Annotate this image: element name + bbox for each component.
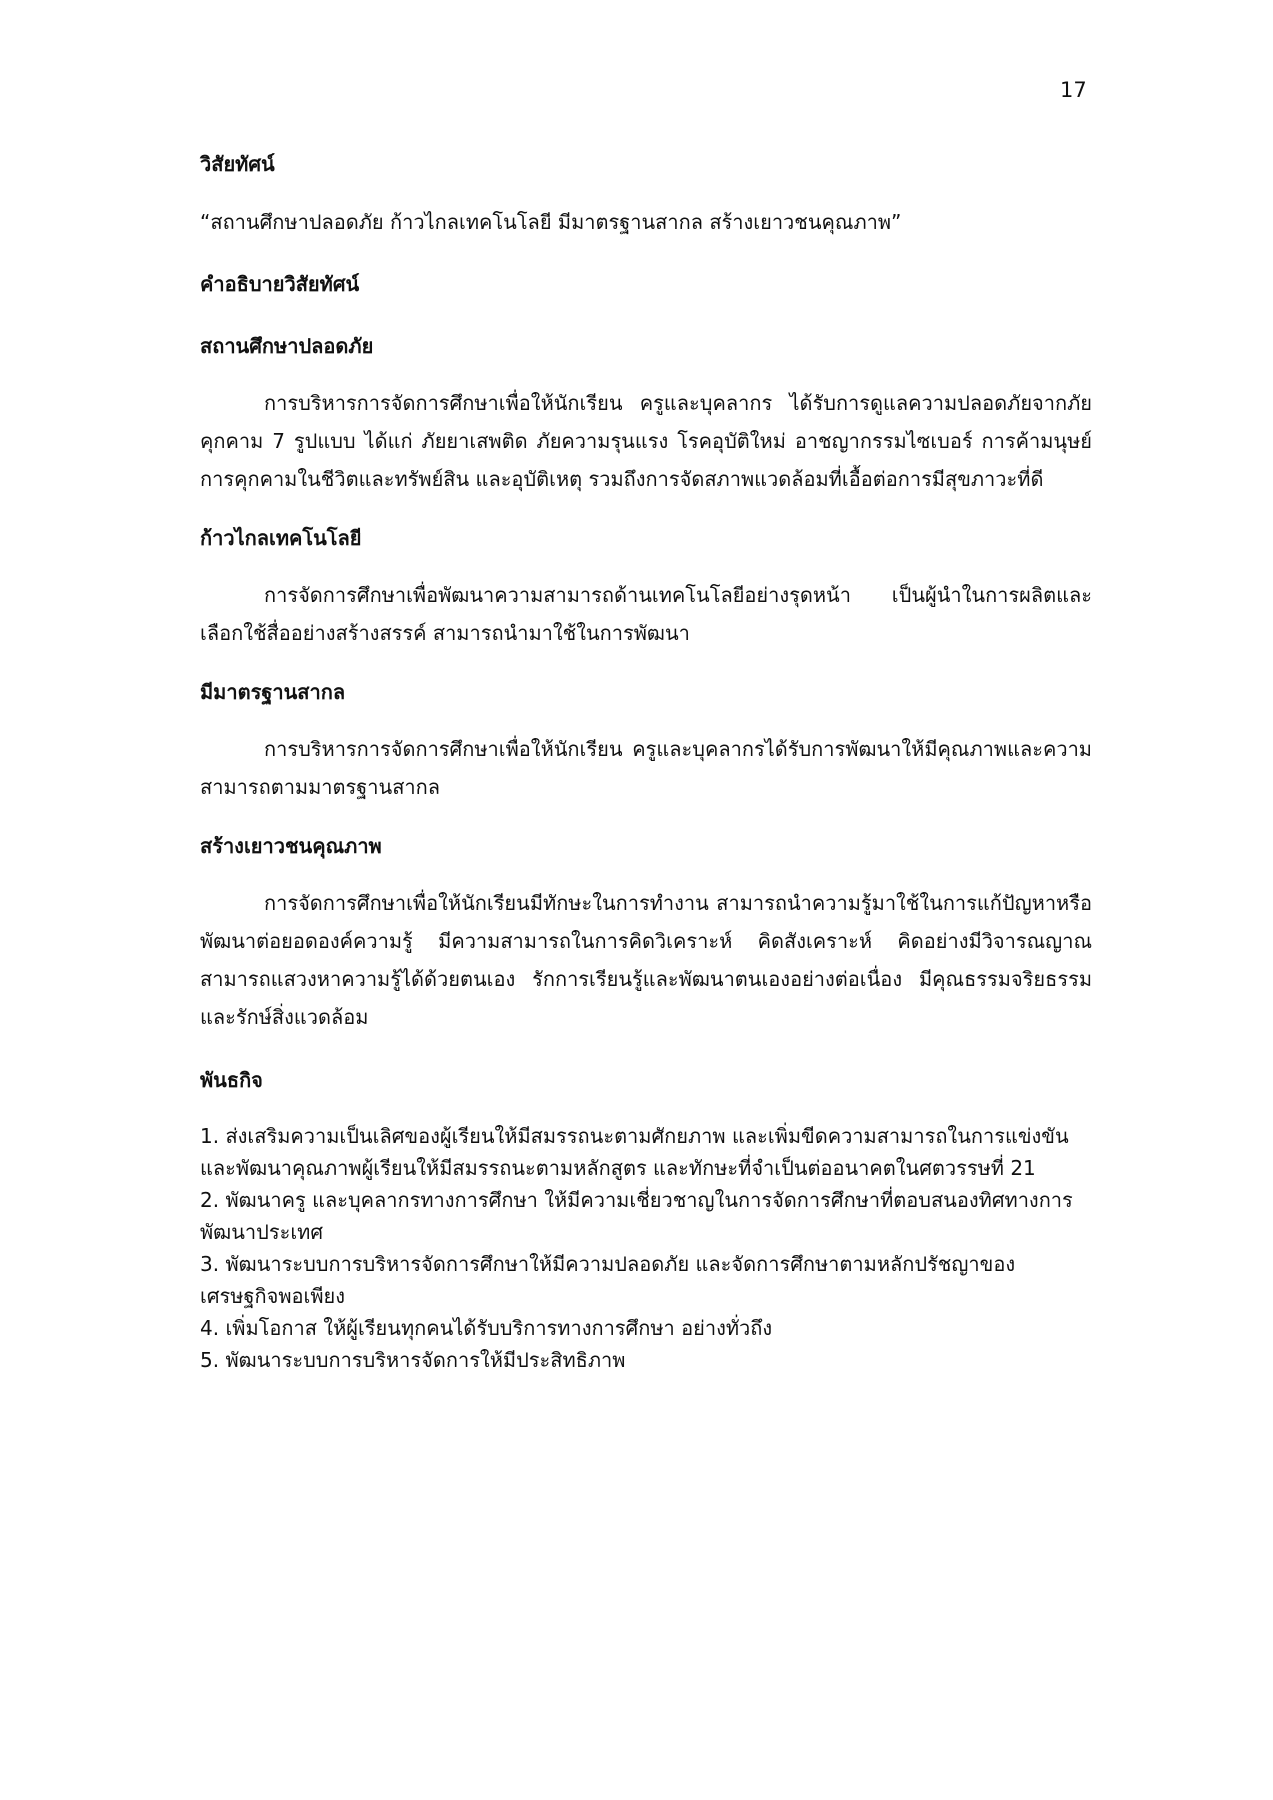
mission-list [200,1120,1092,1376]
mission-item: 1. ส่งเสริมความเป็นเลิศของผู้เรียนให้มีสมรรถนะตามศักยภาพ และเพิ่มขีดความสามารถในการแข่งขันและพัฒนาคุณภาพผู้เรียนให้มีสมรรถนะตามหลักสูตร และทักษะที่จำเป็นต่ออนาคตในศตวรรษที่ 21 [200,1124,1069,1180]
mission-heading: พันธกิจ [200,1068,263,1092]
mission-item: 2. พัฒนาครู และบุคลากรทางการศึกษา ให้มีความเชี่ยวชาญในการจัดการศึกษาที่ตอบสนองทิศทางการพัฒนาประเทศ [200,1188,1073,1244]
section-text-quality-youth: การจัดการศึกษาเพื่อให้นักเรียนมีทักษะในการทำงาน สามารถนำความรู้มาใช้ในการแก้ปัญหาหรือพัฒนาต่อยอดองค์ความรู้ มีความสามารถในการคิดวิเคราะห์ คิดสังเคราะห์ คิดอย่างมีวิจารณญาณ สามารถแสวงหาความรู้ได้ด้วยตนเอง รักการเรียนรู้และพัฒนาตนเองอย่างต่อเนื่อง มีคุณธรรมจริยธรรมและรักษ์สิ่งแวดล้อม [200,891,1092,1029]
mission-item: 5. พัฒนาระบบการบริหารจัดการให้มีประสิทธิภาพ [200,1348,626,1372]
section-heading-international-standard: มีมาตรฐานสากล [200,680,346,704]
section-heading-quality-youth: สร้างเยาวชนคุณภาพ [200,834,382,858]
mission-item: 4. เพิ่มโอกาส ให้ผู้เรียนทุกคนได้รับบริการทางการศึกษา อย่างทั่วถึง [200,1316,773,1340]
mission-item: 3. พัฒนาระบบการบริหารจัดการศึกษาให้มีความปลอดภัย และจัดการศึกษาตามหลักปรัชญาของเศรษฐกิจพอเพียง [200,1252,1016,1308]
section-text-safe-school: การบริหารการจัดการศึกษาเพื่อให้นักเรียน ครูและบุคลากร ได้รับการดูแลความปลอดภัยจากภัยคุกคาม 7 รูปแบบ ได้แก่ ภัยยาเสพติด ภัยความรุนแรง โรคอุบัติใหม่ อาชญากรรมไซเบอร์ การค้ามนุษย์ การคุกคามในชีวิตและทรัพย์สิน และอุบัติเหตุ รวมถึงการจัดสภาพแวดล้อมที่เอื้อต่อการมีสุขภาวะที่ดี [200,391,1092,491]
vision-heading: วิสัยทัศน์ [200,152,275,176]
vision-statement: “สถานศึกษาปลอดภัย ก้าวไกลเทคโนโลยี มีมาตรฐานสากล สร้างเยาวชนคุณภาพ” [200,210,902,234]
section-heading-technology: ก้าวไกลเทคโนโลยี [200,526,362,550]
page-number: 17 [1060,78,1087,102]
section-heading-safe-school: สถานศึกษาปลอดภัย [200,334,374,358]
vision-description-heading: คำอธิบายวิสัยทัศน์ [200,272,360,296]
section-text-international-standard: การบริหารการจัดการศึกษาเพื่อให้นักเรียน ครูและบุคลากรได้รับการพัฒนาให้มีคุณภาพและความสามารถตามมาตรฐานสากล [200,737,1092,799]
document-body [200,150,1092,1376]
section-text-technology: การจัดการศึกษาเพื่อพัฒนาความสามารถด้านเทคโนโลยีอย่างรุดหน้า เป็นผู้นำในการผลิตและเลือกใช้สื่ออย่างสร้างสรรค์ สามารถนำมาใช้ในการพัฒนา [200,583,1092,645]
